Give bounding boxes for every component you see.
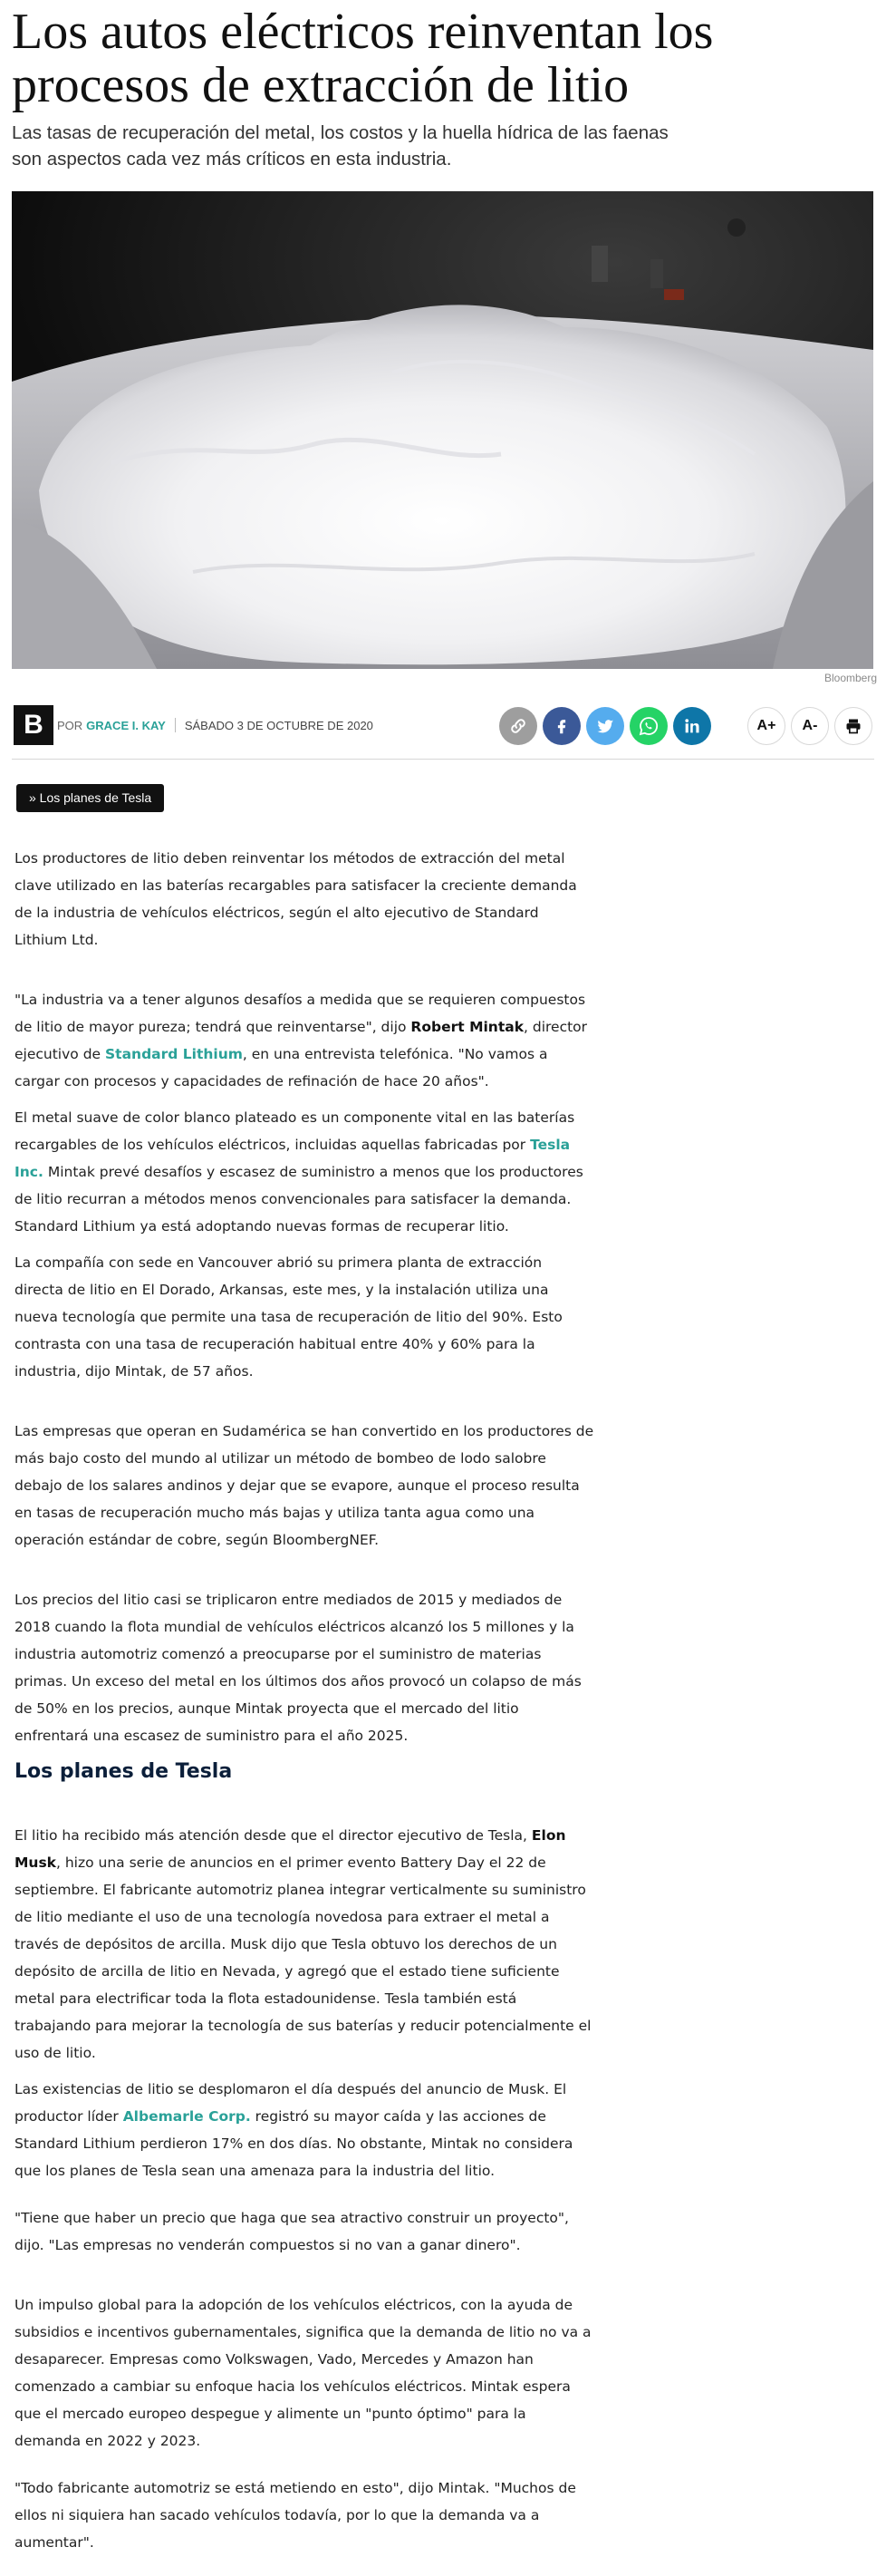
- font-increase-button[interactable]: A+: [747, 707, 785, 745]
- standard-lithium-link[interactable]: Standard Lithium: [105, 1046, 243, 1062]
- lithium-powder-image: [12, 191, 873, 669]
- paragraph-9: "Tiene que haber un precio que haga que sea atractivo construir un proyecto", dijo. "Las empresas no venderán compuestos si no van a ganar dinero".: [14, 2210, 569, 2253]
- share-linkedin-button[interactable]: [673, 707, 711, 745]
- font-decrease-button[interactable]: A-: [791, 707, 829, 745]
- paragraph-3-text-a: El metal suave de color blanco plateado es un componente vital en las baterías recargables de los vehículos eléctricos, incluidas aquellas fabricadas por: [14, 1109, 575, 1153]
- author-link[interactable]: GRACE I. KAY: [86, 719, 166, 732]
- albemarle-link[interactable]: Albemarle Corp.: [122, 2108, 251, 2125]
- paragraph-5: Las empresas que operan en Sudamérica se han convertido en los productores de más bajo costo del mundo al utilizar un método de bombeo de lodo salobre debajo de los salares andinos y dejar que se evapore, aunque el proceso resulta en tasas de recuperación mucho más bajas y utiliza tanta agua como una operación estándar de cobre, según BloombergNEF.: [14, 1423, 594, 1548]
- paragraph-2-text-c: , en una entrevista telefónica. "No vamos a cargar con procesos y capacidades de refinación de hace 20 años".: [14, 1046, 548, 1089]
- paragraph-11: "Todo fabricante automotriz se está metiendo en esto", dijo Mintak. "Muchos de ellos ni siquiera han sacado vehículos todavía, por lo que la demanda va a aumentar".: [14, 2480, 576, 2551]
- share-twitter-button[interactable]: [586, 707, 624, 745]
- paragraph-8: [14, 2076, 594, 2184]
- section-jump-link[interactable]: » Los planes de Tesla: [16, 784, 164, 812]
- paragraph-4: La compañía con sede en Vancouver abrió su primera planta de extracción directa de litio en El Dorado, Arkansas, este mes, y la instalación utiliza una nueva tecnología que permite una tasa de recuperación de litio del 90%. Esto contrasta con una tasa de recuperación habitual entre 40% y 60% para la industria, dijo Mintak, de 57 años.: [14, 1254, 563, 1380]
- link-icon: [508, 716, 528, 736]
- share-link-button[interactable]: [499, 707, 537, 745]
- paragraph-8-text-a: Las existencias de litio se desplomaron el día después del anuncio de Musk. El productor líder: [14, 2081, 567, 2125]
- facebook-icon: [552, 716, 572, 736]
- publication-logo[interactable]: B: [14, 705, 53, 745]
- paragraph-6: Los precios del litio casi se triplicaron entre mediados de 2015 y mediados de 2018 cuando la flota mundial de vehículos eléctricos alcanzó los 5 millones y la industria automotriz comenzó a preocuparse por el suministro de materias primas. Un exceso del metal en los últimos dos años provocó un colapso de más de 50% en los precios, aunque Mintak proyecta que el mercado del litio enfrentará una escasez de suministro para el año 2025.: [14, 1592, 582, 1744]
- meta-divider: [12, 759, 874, 760]
- tesla-link[interactable]: Tesla Inc.: [14, 1137, 571, 1180]
- paragraph-7-text-a: El litio ha recibido más atención desde que el director ejecutivo de Tesla,: [14, 1827, 532, 1844]
- paragraph-7-text-b: , hizo una serie de anuncios en el primer evento Battery Day el 22 de septiembre. El fabricante automotriz planea integrar verticalmente su suministro de litio mediante el uso de una tecnología novedosa para extraer el metal a través de depósitos de arcilla. Musk dijo que Tesla obtuvo los derechos de un depósito de arcilla de litio en Nevada, y agregó que el estado tiene suficiente metal para electrificar toda la flota estadounidense. Tesla también está trabajando para mejorar la tecnología de sus baterías y reducir potencialmente el uso de litio.: [14, 1855, 592, 2061]
- byline-divider: [175, 718, 176, 732]
- paragraph-2: [14, 986, 594, 1095]
- print-icon: [844, 717, 862, 735]
- article-body: [14, 845, 594, 2576]
- image-credit: Bloomberg: [823, 672, 877, 684]
- whatsapp-icon: [638, 715, 660, 737]
- share-whatsapp-button[interactable]: [630, 707, 668, 745]
- article-dek: Las tasas de recuperación del metal, los costos y la huella hídrica de las faenas son aspectos cada vez más críticos en esta industria.: [12, 122, 669, 169]
- paragraph-2-text-a: "La industria va a tener algunos desafíos a medida que se requieren compuestos de litio de mayor pureza; tendrá que reinventarse", dijo: [14, 992, 586, 1035]
- paragraph-3: [14, 1104, 594, 1240]
- article-meta-bar: [0, 705, 874, 761]
- person-robert-mintak: Robert Mintak: [410, 1019, 525, 1035]
- byline: [57, 718, 373, 732]
- byline-prefix: POR: [57, 719, 83, 732]
- publish-date: SÁBADO 3 DE OCTUBRE DE 2020: [184, 719, 373, 732]
- lithium-photo: [12, 191, 873, 669]
- share-facebook-button[interactable]: [543, 707, 581, 745]
- paragraph-7: [14, 1822, 594, 2067]
- twitter-icon: [595, 716, 615, 736]
- print-button[interactable]: [834, 707, 872, 745]
- paragraph-8-text-b: registró su mayor caída y las acciones de Standard Lithium perdieron 17% en dos días. No obstante, Mintak no considera que los planes de Tesla sean una amenaza para la industria del litio.: [14, 2108, 573, 2179]
- paragraph-3-text-b: Mintak prevé desafíos y escasez de suministro a menos que los productores de litio recurran a métodos menos convencionales para satisfacer la demanda. Standard Lithium ya está adoptando nuevas formas de recuperar litio.: [14, 1164, 583, 1235]
- person-elon-musk: Elon Musk: [14, 1827, 566, 1871]
- linkedin-icon: [682, 716, 702, 736]
- subheading-tesla-plans: Los planes de Tesla: [14, 1760, 233, 1783]
- article-title: Los autos eléctricos reinventan los procesos de extracción de litio: [12, 4, 714, 113]
- paragraph-1: Los productores de litio deben reinventar los métodos de extracción del metal clave utilizado en las baterías recargables para satisfacer la creciente demanda de la industria de vehículos eléctricos, según el alto ejecutivo de Standard Lithium Ltd.: [14, 850, 577, 948]
- paragraph-2-text-b: , director ejecutivo de: [14, 1019, 588, 1062]
- paragraph-10: Un impulso global para la adopción de los vehículos eléctricos, con la ayuda de subsidios e incentivos gubernamentales, significa que la demanda de litio no va a desaparecer. Empresas como Volkswagen, Vado, Mercedes y Amazon han comenzado a cambiar su enfoque hacia los vehículos eléctricos. Mintak espera que el mercado europeo despegue y alimente un "punto óptimo" para la demanda en 2022 y 2023.: [14, 2297, 592, 2449]
